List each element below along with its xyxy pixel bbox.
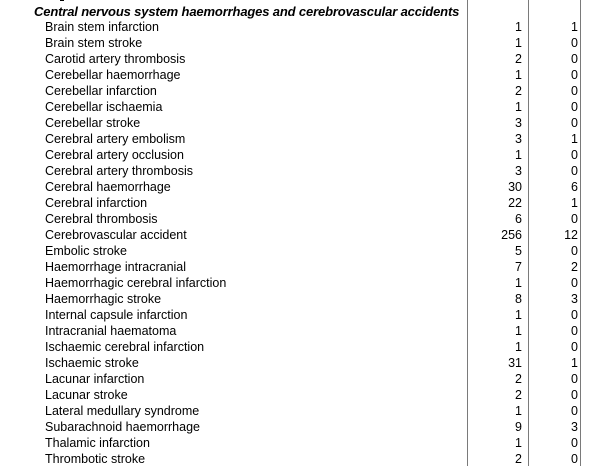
table-row bbox=[0, 147, 602, 163]
event-term: Brain stem stroke bbox=[45, 36, 143, 50]
table-row bbox=[0, 51, 602, 67]
count-column-1: 8 bbox=[515, 292, 522, 306]
count-column-2: 0 bbox=[571, 100, 578, 114]
count-column-1: 22 bbox=[508, 196, 522, 210]
count-column-2: 3 bbox=[571, 420, 578, 434]
count-column-1: 3 bbox=[515, 116, 522, 130]
event-term: Cerebellar infarction bbox=[45, 84, 157, 98]
event-term: Cerebral infarction bbox=[45, 196, 148, 210]
count-column-2: 1 bbox=[571, 196, 578, 210]
event-term: Cerebrovascular accident bbox=[45, 228, 187, 242]
count-column-1: 3 bbox=[515, 132, 522, 146]
table-row bbox=[0, 195, 602, 211]
count-column-2: 3 bbox=[571, 292, 578, 306]
table-row bbox=[0, 67, 602, 83]
table-row bbox=[0, 259, 602, 275]
table-row bbox=[0, 419, 602, 435]
table-row bbox=[0, 435, 602, 451]
event-term: Ischaemic stroke bbox=[45, 356, 139, 370]
count-column-2: 1 bbox=[571, 356, 578, 370]
count-column-2: 2 bbox=[571, 260, 578, 274]
count-column-1: 1 bbox=[515, 340, 522, 354]
count-column-1: 1 bbox=[515, 20, 522, 34]
count-column-1: 30 bbox=[508, 180, 522, 194]
event-term: Internal capsule infarction bbox=[45, 308, 188, 322]
count-column-1: 6 bbox=[515, 212, 522, 226]
table-row bbox=[0, 323, 602, 339]
event-term: Subarachnoid haemorrhage bbox=[45, 420, 200, 434]
event-term: Cerebellar ischaemia bbox=[45, 100, 163, 114]
count-column-1: 1 bbox=[515, 100, 522, 114]
event-term: Cerebral artery embolism bbox=[45, 132, 186, 146]
count-column-2: 0 bbox=[571, 276, 578, 290]
table-row bbox=[0, 291, 602, 307]
table-row bbox=[0, 387, 602, 403]
event-term: Brain stem infarction bbox=[45, 20, 159, 34]
count-column-1: 3 bbox=[515, 164, 522, 178]
count-column-1: 9 bbox=[515, 420, 522, 434]
count-column-2: 0 bbox=[571, 452, 578, 466]
section-title: Central nervous system haemorrhages and cerebrovascular accidents bbox=[34, 4, 460, 19]
count-column-1: 1 bbox=[515, 68, 522, 82]
event-term: Embolic stroke bbox=[45, 244, 127, 258]
count-column-2: 6 bbox=[571, 180, 578, 194]
table-row bbox=[0, 35, 602, 51]
count-column-2: 0 bbox=[571, 436, 578, 450]
event-term: Lacunar infarction bbox=[45, 372, 145, 386]
count-column-2: 0 bbox=[571, 372, 578, 386]
count-column-2: 1 bbox=[571, 20, 578, 34]
count-column-1: 1 bbox=[515, 308, 522, 322]
clipped-text-fragment bbox=[60, 0, 96, 2]
table-row bbox=[0, 99, 602, 115]
table-row bbox=[0, 19, 602, 35]
table-row bbox=[0, 243, 602, 259]
count-column-2: 0 bbox=[571, 308, 578, 322]
event-term: Haemorrhagic stroke bbox=[45, 292, 162, 306]
count-column-1: 1 bbox=[515, 276, 522, 290]
count-column-2: 0 bbox=[571, 52, 578, 66]
table-row bbox=[0, 403, 602, 419]
adverse-event-table bbox=[0, 19, 602, 467]
table-row bbox=[0, 83, 602, 99]
count-column-2: 0 bbox=[571, 340, 578, 354]
count-column-1: 1 bbox=[515, 436, 522, 450]
count-column-1: 2 bbox=[515, 52, 522, 66]
event-term: Ischaemic cerebral infarction bbox=[45, 340, 205, 354]
table-row bbox=[0, 339, 602, 355]
count-column-2: 0 bbox=[571, 244, 578, 258]
count-column-2: 0 bbox=[571, 68, 578, 82]
event-term: Cerebral haemorrhage bbox=[45, 180, 171, 194]
event-term: Cerebral artery thrombosis bbox=[45, 164, 193, 178]
event-term: Cerebellar haemorrhage bbox=[45, 68, 181, 82]
count-column-2: 0 bbox=[571, 404, 578, 418]
count-column-1: 7 bbox=[515, 260, 522, 274]
event-term: Lacunar stroke bbox=[45, 388, 128, 402]
count-column-2: 0 bbox=[571, 388, 578, 402]
count-column-1: 256 bbox=[501, 228, 522, 242]
table-row bbox=[0, 211, 602, 227]
event-term: Haemorrhagic cerebral infarction bbox=[45, 276, 227, 290]
count-column-2: 0 bbox=[571, 36, 578, 50]
count-column-1: 1 bbox=[515, 36, 522, 50]
count-column-2: 1 bbox=[571, 132, 578, 146]
count-column-1: 2 bbox=[515, 388, 522, 402]
count-column-2: 0 bbox=[571, 212, 578, 226]
table-row bbox=[0, 451, 602, 467]
table-row bbox=[0, 131, 602, 147]
event-term: Haemorrhage intracranial bbox=[45, 260, 187, 274]
count-column-2: 0 bbox=[571, 84, 578, 98]
event-term: Cerebral artery occlusion bbox=[45, 148, 184, 162]
count-column-1: 31 bbox=[508, 356, 522, 370]
count-column-1: 2 bbox=[515, 372, 522, 386]
count-column-2: 0 bbox=[571, 164, 578, 178]
event-term: Cerebellar stroke bbox=[45, 116, 141, 130]
table-row bbox=[0, 307, 602, 323]
table-row bbox=[0, 179, 602, 195]
table-row bbox=[0, 163, 602, 179]
event-term: Thrombotic stroke bbox=[45, 452, 146, 466]
count-column-2: 12 bbox=[564, 228, 578, 242]
table-row bbox=[0, 355, 602, 371]
table-row bbox=[0, 371, 602, 387]
event-term: Lateral medullary syndrome bbox=[45, 404, 200, 418]
count-column-1: 5 bbox=[515, 244, 522, 258]
count-column-1: 1 bbox=[515, 148, 522, 162]
table-row bbox=[0, 227, 602, 243]
count-column-1: 2 bbox=[515, 84, 522, 98]
count-column-1: 1 bbox=[515, 404, 522, 418]
event-term: Thalamic infarction bbox=[45, 436, 150, 450]
event-term: Intracranial haematoma bbox=[45, 324, 177, 338]
event-term: Cerebral thrombosis bbox=[45, 212, 158, 226]
count-column-2: 0 bbox=[571, 148, 578, 162]
count-column-2: 0 bbox=[571, 324, 578, 338]
count-column-1: 2 bbox=[515, 452, 522, 466]
count-column-2: 0 bbox=[571, 116, 578, 130]
count-column-1: 1 bbox=[515, 324, 522, 338]
table-row bbox=[0, 275, 602, 291]
table-row bbox=[0, 115, 602, 131]
event-term: Carotid artery thrombosis bbox=[45, 52, 186, 66]
